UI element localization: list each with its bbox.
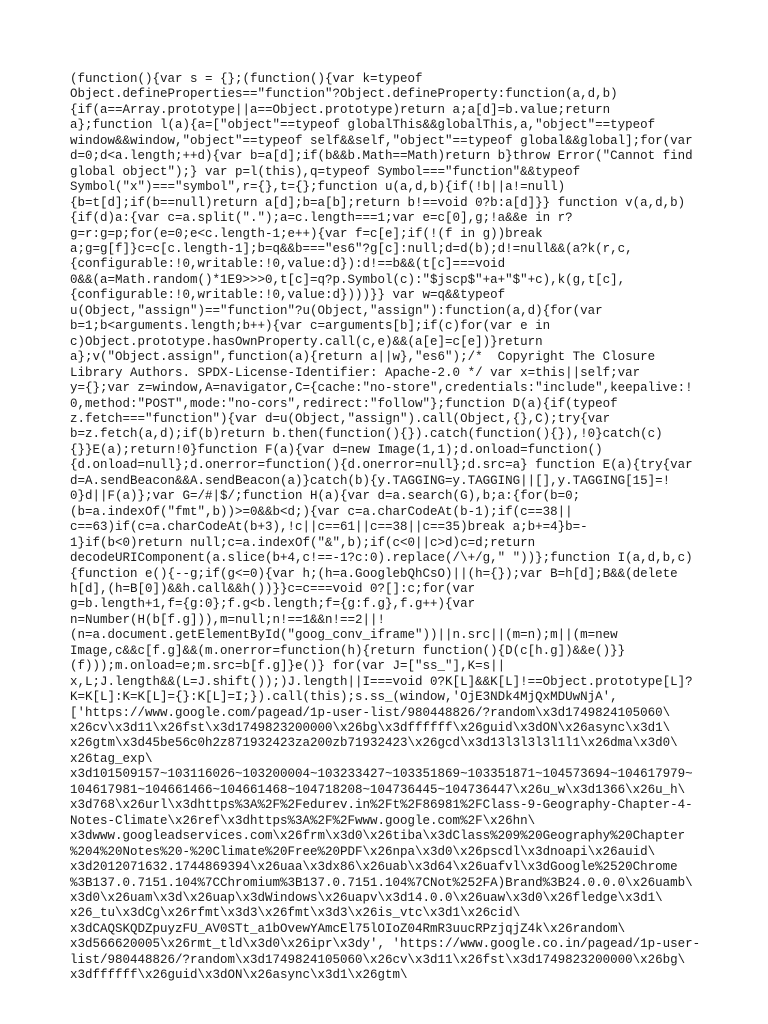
code-line: Notes-Climate\x26ref\x3dhttps%3A%2F%2Fwww.google.com%2F\x26hn\ — [70, 813, 536, 828]
code-line: u(Object,"assign")=="function"?u(Object,"assign"):function(a,d){for(var — [70, 303, 603, 318]
code-line: 104617981~104661466~104661468~104718208~104736445~104736447\x26u_w\x3d1366\x26u_h\ — [70, 782, 686, 797]
code-line: x3dCAQSKQDZpuyzFU_AV0STt_a1bOvewYAmcEl75lOIoZ04RmR3uucRPzjqjZ4k\x26random\ — [70, 921, 626, 936]
code-line: a};v("Object.assign",function(a){return a||w},"es6");/* Copyright The Closure — [70, 350, 656, 365]
code-line: {if(a==Array.prototype||a==Object.prototype)return a;a[d]=b.value;return — [70, 102, 611, 117]
code-line: {d.onload=null};d.onerror=function(){d.onerror=null};d.src=a} function E(a){try{var — [70, 458, 693, 473]
code-line: (n=a.document.getElementById("goog_conv_iframe"))||n.src||(m=n);m||(m=new — [70, 628, 618, 643]
code-line: x26tag_exp\ — [70, 751, 153, 766]
code-line: %3B137.0.7151.104%7CChromium%3B137.0.7151.104%7CNot%252FA)Brand%3B24.0.0.0\x26uamb\ — [70, 875, 693, 890]
code-line: 1}if(b<0)return null;c=a.indexOf("&",b);if(c<0||c>d)c=d;return — [70, 535, 536, 550]
code-line: 0,method:"POST",mode:"no-cors",redirect:"follow"};function D(a){if(typeof — [70, 396, 618, 411]
code-line: Object.defineProperties=="function"?Object.defineProperty:function(a,d,b) — [70, 87, 618, 102]
code-line: 0&&(a=Math.random()*1E9>>>0,t[c]=q?p.Symbol(c):"$jscp$"+a+"$"+c),k(g,t[c], — [70, 272, 626, 287]
code-line: (function(){var s = {};(function(){var k=typeof — [70, 72, 423, 86]
code-line: y={};var z=window,A=navigator,C={cache:"no-store",credentials:"include",keepalive:! — [70, 381, 693, 396]
code-line: x3d2012071632.1744869394\x26uaa\x3dx86\x26uab\x3d64\x26uafvl\x3dGoogle%2520Chrome — [70, 860, 678, 875]
code-line: list/980448826/?random\x3d1749824105060\x26cv\x3d11\x26fst\x3d1749823200000\x26bg\ — [70, 952, 686, 967]
code-line: a};function l(a){a=["object"==typeof globalThis&&globalThis,a,"object"==typeof — [70, 118, 656, 133]
code-line: %204%20Notes%20-%20Climate%20Free%20PDF\x26npa\x3d0\x26pscdl\x3dnoapi\x26auid\ — [70, 844, 656, 859]
code-line: window&&window,"object"==typeof self&&self,"object"==typeof global&&global];for(var — [70, 133, 693, 148]
code-line: b=1;b<arguments.length;b++){var c=arguments[b];if(c)for(var e in — [70, 319, 551, 334]
code-line: g=r:g=p;for(e=0;e<c.length-1;e++){var f=c[e];if(!(f in g))break — [70, 226, 543, 241]
code-line: b=z.fetch(a,d);if(b)return b.then(function(){}).catch(function(){}),!0}catch(c) — [70, 427, 663, 442]
code-line: x3d0\x26uam\x3d\x26uap\x3dWindows\x26uapv\x3d14.0.0\x26uaw\x3d0\x26fledge\x3d1\ — [70, 891, 663, 906]
code-line: x3dffffff\x26guid\x3dON\x26async\x3d1\x26gtm\ — [70, 968, 408, 983]
code-line: x3dwww.googleadservices.com\x26frm\x3d0\x26tiba\x3dClass%209%20Geography%20Chapter — [70, 829, 686, 844]
code-line: {configurable:!0,writable:!0,value:d})))}} var w=q&&typeof — [70, 288, 506, 303]
code-line: x3d768\x26url\x3dhttps%3A%2F%2Fedurev.in%2Ft%2F86981%2FClass-9-Geography-Chapter-4- — [70, 798, 693, 813]
code-line: z.fetch==="function"){var d=u(Object,"assign").call(Object,{},C);try{var — [70, 411, 611, 426]
code-line: ['https://www.google.com/pagead/1p-user-list/980448826/?random\x3d1749824105060\ — [70, 705, 671, 720]
code-line: x3d566620005\x26rmt_tld\x3d0\x26ipr\x3dy', 'https://www.google.co.in/pagead/1p-user- — [70, 937, 701, 952]
code-line: x3d101509157~103116026~103200004~103233427~103351869~103351871~104573694~104617979~ — [70, 767, 693, 782]
code-line: c==63)if(c=a.charCodeAt(b+3),!c||c==61||c==38||c==35)break a;b+=4}b=- — [70, 520, 588, 535]
code-line: Library Authors. SPDX-License-Identifier: Apache-2.0 */ var x=this||self;var — [70, 365, 641, 380]
code-line: {b=t[d];if(b==null)return a[d];b=a[b];return b!==void 0?b:a[d]}} function v(a,d,b) — [70, 195, 686, 210]
code-line: 0}d||F(a)};var G=/#|$/;function H(a){var d=a.search(G),b;a:{for(b=0; — [70, 489, 581, 504]
code-line: {}}E(a);return!0}function F(a){var d=new Image(1,1);d.onload=function() — [70, 442, 603, 457]
code-line: h[d],(h=B[0])&&h.call&&h())}}c=c===void 0?[]:c;for(var — [70, 581, 476, 596]
code-line: c)Object.prototype.hasOwnProperty.call(c,e)&&(a[e]=c[e])}return — [70, 334, 543, 349]
code-line: K=K[L]:K=K[L]={}:K[L]=I;}).call(this);s.ss_(window,'OjE3NDk4MjQxMDUwNjA', — [70, 690, 618, 705]
code-line: {if(d)a:{var c=a.split(".");a=c.length===1;var e=c[0],g;!a&&e in r? — [70, 211, 573, 226]
code-line: Symbol("x")==="symbol",r={},t={};function u(a,d,b){if(!b||a!=null) — [70, 180, 566, 195]
code-line: x26_tu\x3dCg\x26rfmt\x3d3\x26fmt\x3d3\x26is_vtc\x3d1\x26cid\ — [70, 906, 521, 921]
code-line: g=b.length+1,f={g:0};f.g<b.length;f={g:f.g},f.g++){var — [70, 597, 476, 612]
code-line: x26gtm\x3d45be56c0h2z871932423za200zb71932423\x26gcd\x3d13l3l3l3l1l1\x26dma\x3d0\ — [70, 736, 678, 751]
code-text-block — [70, 72, 710, 984]
code-line: x,L;J.length&&(L=J.shift());)J.length||I===void 0?K[L]&&K[L]!==Object.prototype[L]? — [70, 674, 693, 689]
code-line: d=A.sendBeacon&&A.sendBeacon(a)}catch(b){y.TAGGING=y.TAGGING||[],y.TAGGING[15]=! — [70, 473, 671, 488]
code-line: global object");} var p=l(this),q=typeof Symbol==="function"&&typeof — [70, 164, 581, 179]
code-line: (f)));m.onload=e;m.src=b[f.g]}e()} for(var J=["ss_"],K=s|| — [70, 659, 506, 674]
code-line: x26cv\x3d11\x26fst\x3d1749823200000\x26bg\x3dffffff\x26guid\x3dON\x26async\x3d1\ — [70, 721, 671, 736]
code-line: decodeURIComponent(a.slice(b+4,c!==-1?c:0).replace(/\+/g," "))};function I(a,d,b,c) — [70, 551, 693, 566]
code-line: {configurable:!0,writable:!0,value:d}):d!==b&&(t[c]===void — [70, 257, 506, 272]
code-line: {function e(){--g;if(g<=0){var h;(h=a.GooglebQhCsO)||(h={});var B=h[d];B&&(delete — [70, 566, 678, 581]
code-line: (b=a.indexOf("fmt",b))>=0&&b<d;){var c=a.charCodeAt(b-1);if(c==38|| — [70, 504, 573, 519]
code-line: a;g=g[f]}c=c[c.length-1];b=q&&b==="es6"?g[c]:null;d=d(b);d!=null&&(a?k(r,c, — [70, 241, 633, 256]
code-line: n=Number(H(b[f.g])),m=null;n!==1&&n!==2||! — [70, 612, 386, 627]
code-line: d=0;d<a.length;++d){var b=a[d];if(b&&b.Math==Math)return b}throw Error("Cannot find — [70, 149, 693, 164]
code-line: Image,c&&c[f.g]&&(m.onerror=function(h){return function(){D(c[h.g])&&e()}} — [70, 643, 626, 658]
